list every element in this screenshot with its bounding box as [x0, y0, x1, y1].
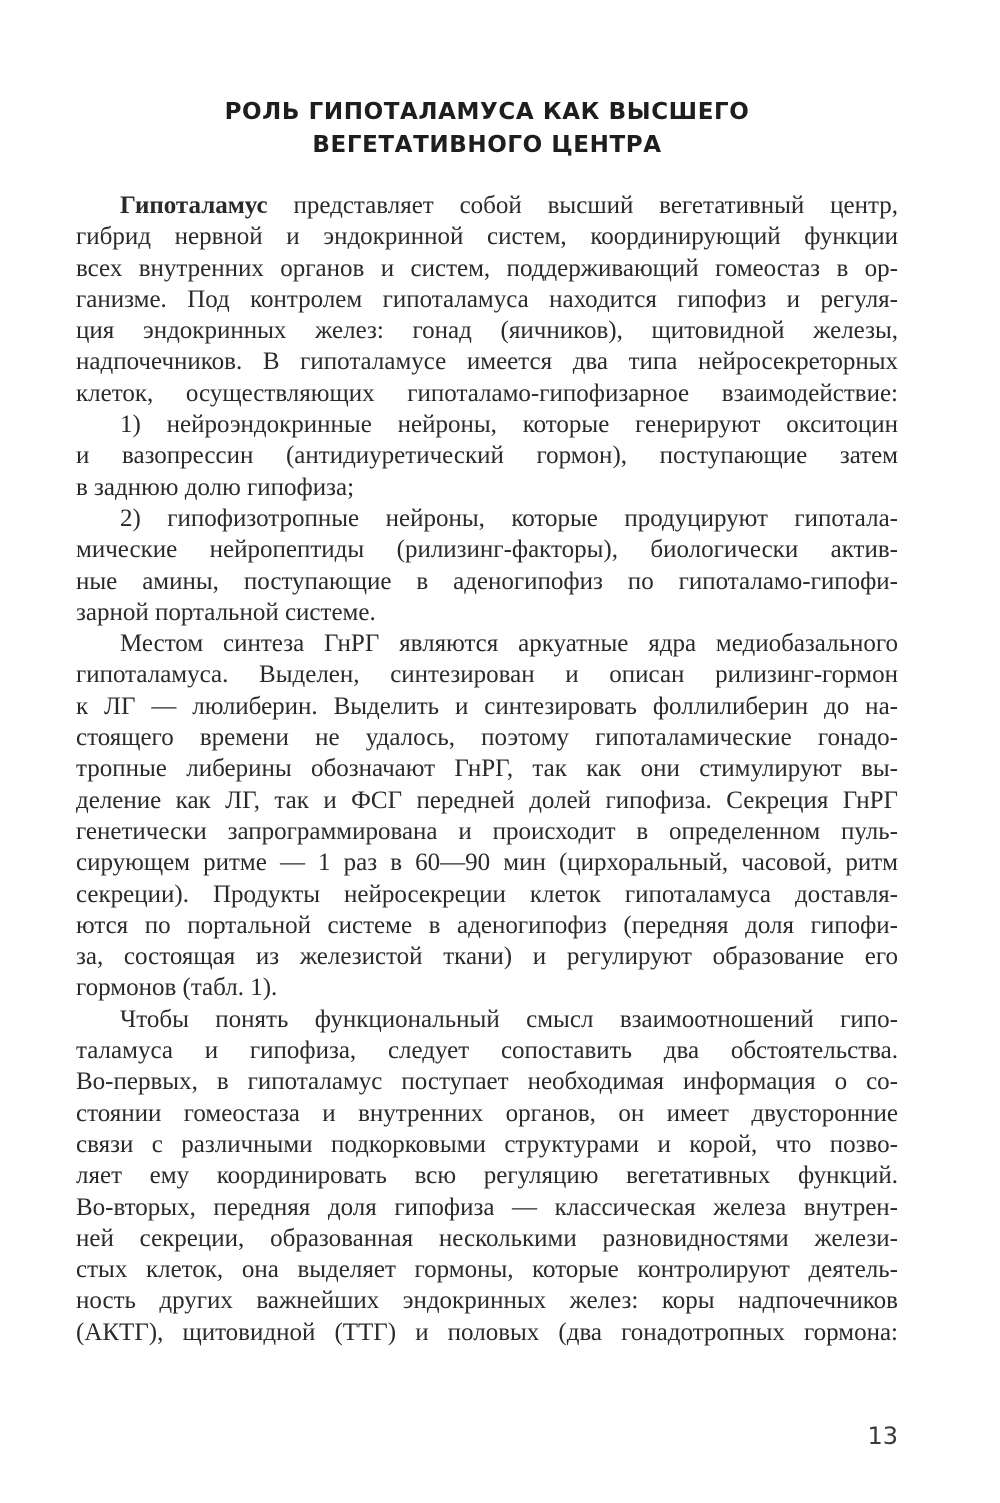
bold-term: Гипоталамус	[120, 192, 268, 219]
text-line: Гипоталамус представляет собой высший вегетативный центр,	[120, 192, 898, 219]
text-line: ные амины, поступающие в аденогипофиз по гипоталамо-гипофи-	[76, 567, 898, 595]
text-line: к ЛГ — люлиберин. Выделить и синтезировать фоллилиберин до на-	[76, 692, 898, 720]
title-line-1: РОЛЬ ГИПОТАЛАМУСА КАК ВЫСШЕГО	[224, 99, 750, 125]
text-line: стоянии гомеостаза и внутренних органов, он имеет двусторонние	[76, 1099, 898, 1127]
paragraph	[76, 190, 898, 409]
text-line: Во-первых, в гипоталамус поступает необходимая информация о со-	[76, 1068, 898, 1096]
text-line: 1) нейроэндокринные нейроны, которые генерируют окситоцин	[120, 411, 898, 439]
text-line: таламуса и гипофиза, следует сопоставить два обстоятельства.	[76, 1037, 898, 1065]
text-line: в заднюю долю гипофиза;	[76, 473, 355, 501]
text-line: секреции). Продукты нейросекреции клеток гипоталамуса доставля-	[76, 880, 898, 908]
text-line: сирующем ритме — 1 раз в 60—90 мин (цирхоральный, часовой, ритм	[76, 849, 898, 877]
text-line: деление как ЛГ, так и ФСГ передней долей гипофиза. Секреция ГнРГ	[76, 786, 898, 814]
text-line: тропные либерины обозначают ГнРГ, так как они стимулируют вы-	[76, 755, 898, 783]
text-line: Местом синтеза ГнРГ являются аркуатные ядра медиобазального	[120, 630, 898, 658]
text-line: гормонов (табл. 1).	[76, 974, 278, 1002]
text-line: связи с различными подкорковыми структурами и корой, что позво-	[76, 1130, 898, 1158]
text-line: ция эндокринных желез: гонад (яичников), щитовидной железы,	[76, 317, 898, 345]
paragraph	[76, 628, 898, 1004]
text-line: Во-вторых, передняя доля гипофиза — классическая железа внутрен-	[76, 1193, 898, 1221]
text-line: ней секреции, образованная несколькими разновидностями желези-	[76, 1224, 898, 1252]
text-line: гибрид нервной и эндокринной систем, координирующий функции	[76, 223, 898, 251]
text-line: гипоталамуса. Выделен, синтезирован и описан рилизинг-гормон	[76, 661, 898, 689]
text-line: ганизме. Под контролем гипоталамуса находится гипофиз и регуля-	[76, 285, 898, 313]
text-line: мические нейропептиды (рилизинг-факторы), биологически актив-	[76, 536, 898, 564]
text-line: стых клеток, она выделяет гормоны, которые контролируют деятель-	[76, 1256, 898, 1284]
text-line: Чтобы понять функциональный смысл взаимоотношений гипо-	[120, 1005, 898, 1033]
text-line: стоящего времени не удалось, поэтому гипоталамические гонадо-	[76, 724, 898, 752]
section-title	[76, 96, 898, 162]
text-line: ность других важнейших эндокринных желез: коры надпочечников	[76, 1287, 898, 1315]
text-line: (АКТГ), щитовидной (ТТГ) и половых (два гонадотропных гормона:	[76, 1318, 898, 1346]
title-line-2: ВЕГЕТАТИВНОГО ЦЕНТРА	[312, 132, 662, 158]
text-line: и вазопрессин (антидиуретический гормон), поступающие затем	[76, 442, 898, 470]
paragraph	[76, 1004, 898, 1348]
text-line: ются по портальной системе в аденогипофиз (передняя доля гипофи-	[76, 911, 898, 939]
page-number: 13	[867, 1422, 898, 1450]
paragraph	[76, 503, 898, 628]
text-line: надпочечников. В гипоталамусе имеется два типа нейросекреторных	[76, 348, 898, 376]
text-line: зарной портальной системе.	[76, 598, 376, 626]
paragraph	[76, 409, 898, 503]
text-line: генетически запрограммирована и происходит в определенном пуль-	[76, 817, 898, 845]
text-line: за, состоящая из железистой ткани) и регулируют образование его	[76, 943, 898, 971]
text-line: 2) гипофизотропные нейроны, которые продуцируют гипотала-	[120, 504, 898, 532]
text-line: ляет ему координировать всю регуляцию вегетативных функций.	[76, 1162, 898, 1190]
body-text	[76, 190, 898, 1348]
text-line: всех внутренних органов и систем, поддерживающий гомеостаз в ор-	[76, 254, 898, 282]
text-line: клеток, осуществляющих гипоталамо-гипофизарное взаимодействие:	[76, 379, 898, 407]
